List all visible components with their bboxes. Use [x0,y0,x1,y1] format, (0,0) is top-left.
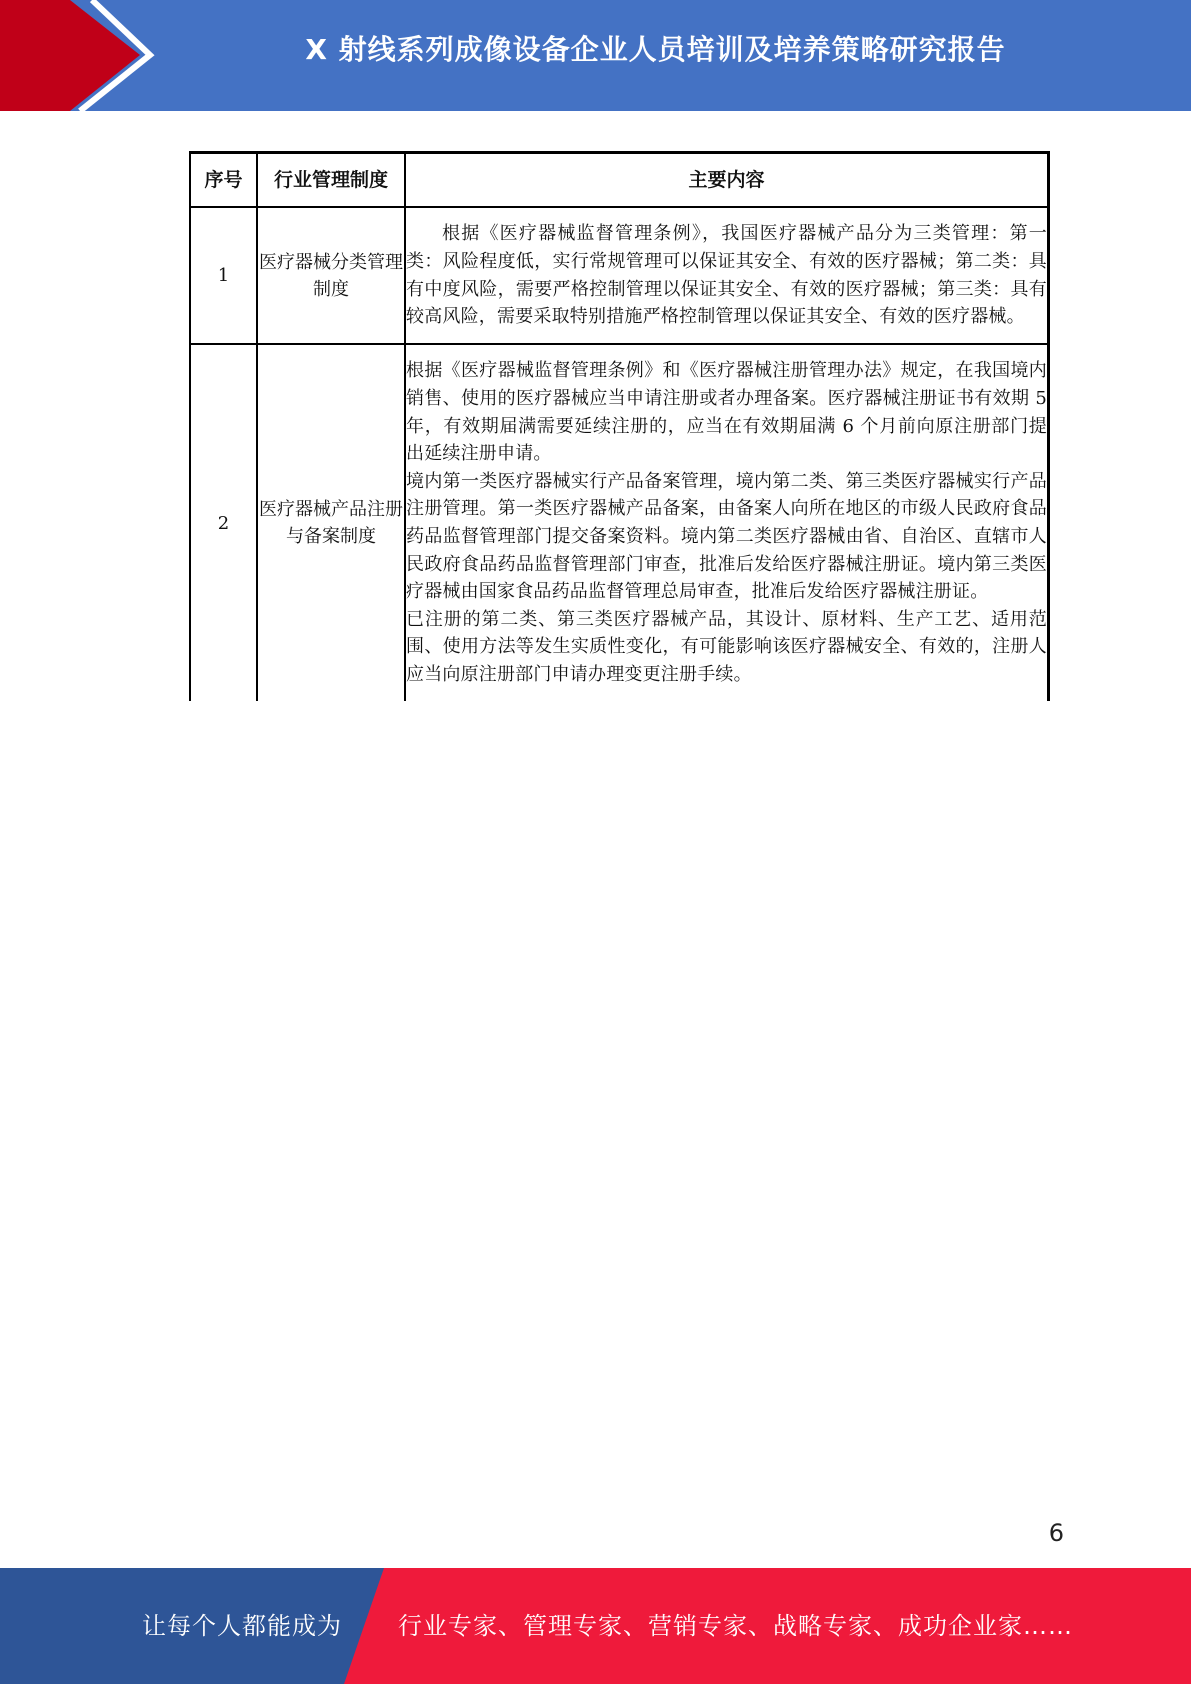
header-banner [0,0,1191,111]
footer-banner [0,1568,1191,1684]
row-system-name: 医疗器械分类管理制度 [257,207,405,344]
table-header-row [191,154,1047,207]
header-system [257,154,405,207]
regulation-table [191,154,1047,701]
footer-slogan-left: 让每个人都能成为 [142,1612,342,1640]
table-row [191,344,1047,701]
row-number: 2 [191,344,257,701]
regulation-table-container [189,151,1050,701]
content-paragraph: 境内第一类医疗器械实行产品备案管理，境内第二类、第三类医疗器械实行产品注册管理。第一类医疗器械产品备案，由备案人向所在地区的市级人民政府食品药品监督管理部门提交备案资料。境内第二类医疗器械由省、自治区、直辖市人民政府食品药品监督管理部门审查，批准后发给医疗器械注册证。境内第三类医疗器械由国家食品药品监督管理总局审查，批准后发给医疗器械注册证。 [406,470,1047,603]
table-row [191,207,1047,344]
row-content [405,207,1047,344]
content-paragraph: 已注册的第二类、第三类医疗器械产品，其设计、原材料、生产工艺、适用范围、使用方法等发生实质性变化，有可能影响该医疗器械安全、有效的，注册人应当向原注册部门申请办理变更注册手续。 [406,608,1047,685]
footer-slogan-right: 行业专家、管理专家、营销专家、战略专家、成功企业家…… [398,1612,1073,1640]
content-paragraph: 根据《医疗器械监督管理条例》，我国医疗器械产品分为三类管理：第一类：风险程度低，实行常规管理可以保证其安全、有效的医疗器械；第二类：具有中度风险，需要严格控制管理以保证其安全、有效的医疗器械；第三类：具有较高风险，需要采取特别措施严格控制管理以保证其安全、有效的医疗器械。 [406,223,1047,328]
header-system-label: 行业管理制度 [274,169,389,191]
header-chevron-decoration [0,0,160,111]
header-no: 序号 [191,154,257,207]
header-content: 主要内容 [405,154,1047,207]
page-number: 6 [1048,1519,1064,1547]
row-content [405,344,1047,701]
row-system-name: 医疗器械产品注册与备案制度 [257,344,405,701]
row-number: 1 [191,207,257,344]
content-paragraph: 根据《医疗器械监督管理条例》和《医疗器械注册管理办法》规定，在我国境内销售、使用的医疗器械应当申请注册或者办理备案。医疗器械注册证书有效期 5 年，有效期届满需要延续注册的，应当在有效期届满 6 个月前向原注册部门提出延续注册申请。 [406,360,1047,465]
document-title: X 射线系列成像设备企业人员培训及培养策略研究报告 [305,33,1006,66]
